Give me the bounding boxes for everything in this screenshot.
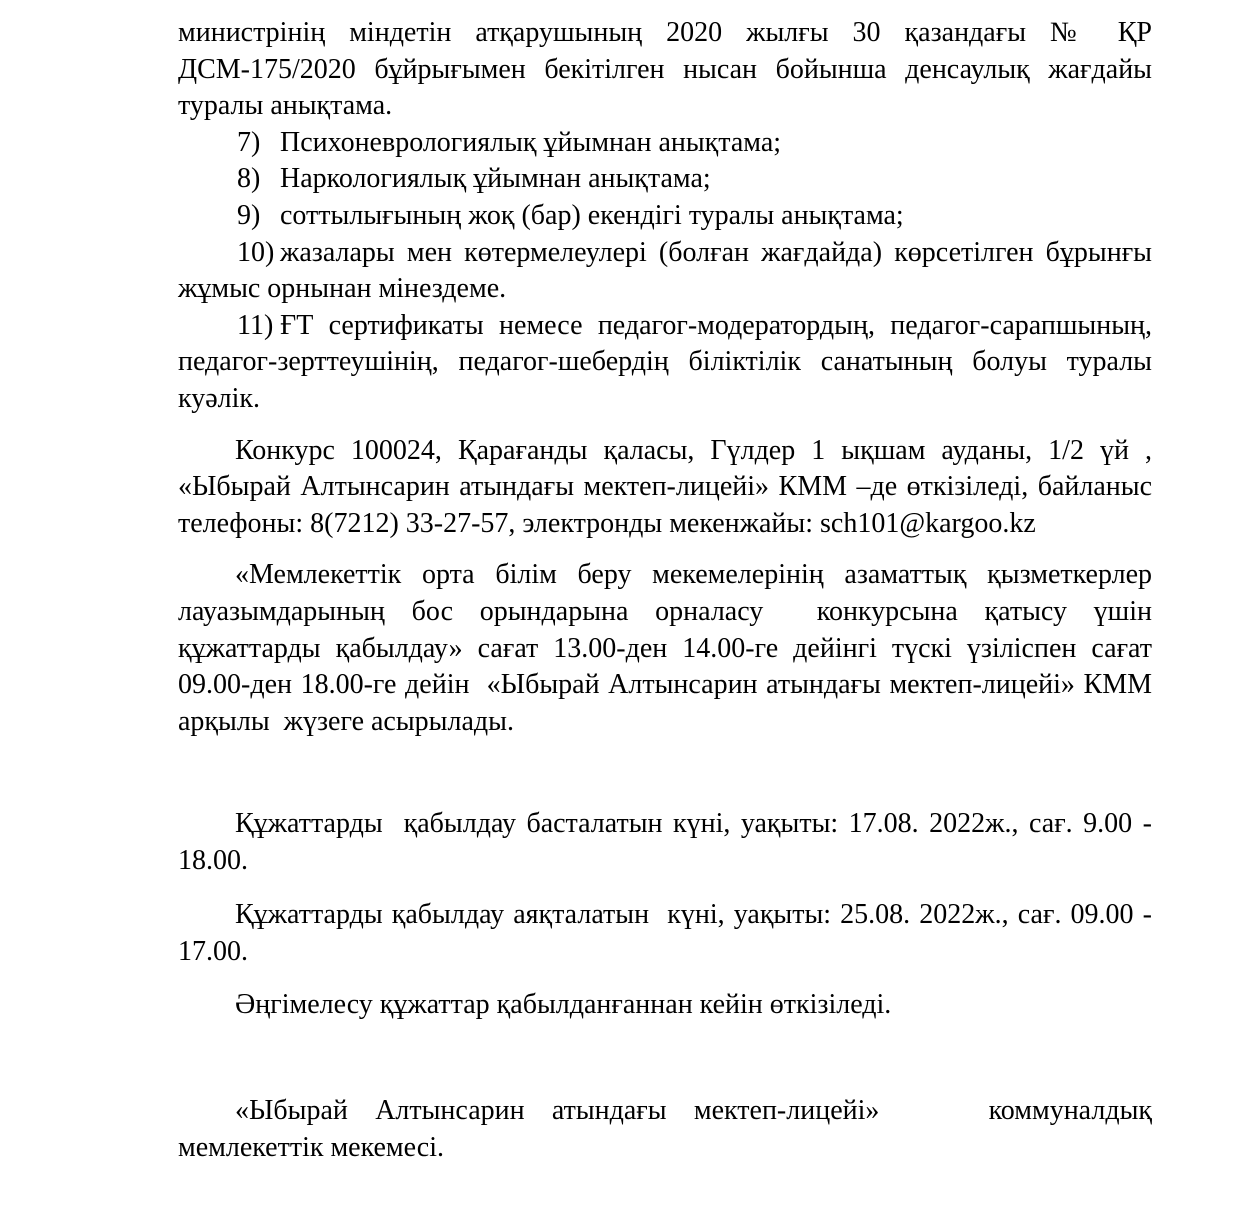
paragraph-acceptance-start-date: Құжаттарды қабылдау басталатын күні, уақыты: 17.08. 2022ж., сағ. 9.00 - 18.00. — [178, 808, 1152, 876]
list-item-8 — [178, 161, 1152, 198]
list-item-text: Психоневрологиялық ұйымнан анықтама; — [280, 126, 782, 158]
paragraph-intro-continuation: министрінің міндетін атқарушының 2020 жылғы 30 қазандағы № ҚР ДСМ-175/2020 бұйрығымен бекітілген нысан бойынша денсаулық жағдайы туралы анықтама. — [178, 17, 1152, 122]
list-item-7 — [178, 125, 1152, 162]
paragraph-document-acceptance-process: «Мемлекеттік орта білім беру мекемелерінің азаматтық қызметкерлер лауазымдарының бос орындарына орналасу конкурсына қатысу үшін құжаттарды қабылдау» сағат 13.00-ден 14.00-ге дейінгі түскі үзіліспен сағат 09.00-ден 18.00-ге дейін «Ыбырай Алтынсарин атындағы мектеп-лицейі» КММ арқылы жүзеге асырылады. — [178, 559, 1152, 737]
paragraph-organization-name: «Ыбырай Алтынсарин атындағы мектеп-лицейі» коммуналдық мемлекеттік мекемесі. — [178, 1095, 1152, 1163]
paragraph-contest-venue: Конкурс 100024, Қарағанды қаласы, Гүлдер 1 ықшам ауданы, 1/2 үй , «Ыбырай Алтынсарин атындағы мектеп-лицейі» КММ –де өткізіледі, байланыс телефоны: 8(7212) 33-27-57, электронды мекенжайы: sch101@kargoo.kz — [178, 434, 1152, 539]
list-item-number: 10) — [237, 236, 275, 268]
list-item-text: Наркологиялық ұйымнан анықтама; — [280, 163, 711, 195]
list-item-number: 7) — [237, 126, 261, 158]
list-item-text: ҒТ сертификаты немесе педагог-модератордың, педагог-сарапшының, педагог-зерттеушінің, педагог-шебердің біліктілік санатының болуы туралы куәлік. — [178, 309, 1152, 414]
list-item-text: соттылығының жоқ (бар) екендігі туралы анықтама; — [280, 199, 904, 231]
list-item-number: 8) — [237, 163, 261, 195]
paragraph-interview-note: Әңгімелесу құжаттар қабылданғаннан кейін өткізіледі. — [235, 988, 892, 1020]
list-item-text: жазалары мен көтермелеулері (болған жағдайда) көрсетілген бұрынғы жұмыс орнынан мінездеме. — [178, 236, 1152, 305]
list-item-11 — [178, 308, 1152, 418]
list-item-9 — [178, 198, 1152, 235]
list-item-10 — [178, 235, 1152, 308]
list-item-number: 11) — [237, 309, 274, 341]
paragraph-acceptance-end-date: Құжаттарды қабылдау аяқталатын күні, уақыты: 25.08. 2022ж., сағ. 09.00 - 17.00. — [178, 899, 1152, 968]
list-item-number: 9) — [237, 199, 261, 231]
